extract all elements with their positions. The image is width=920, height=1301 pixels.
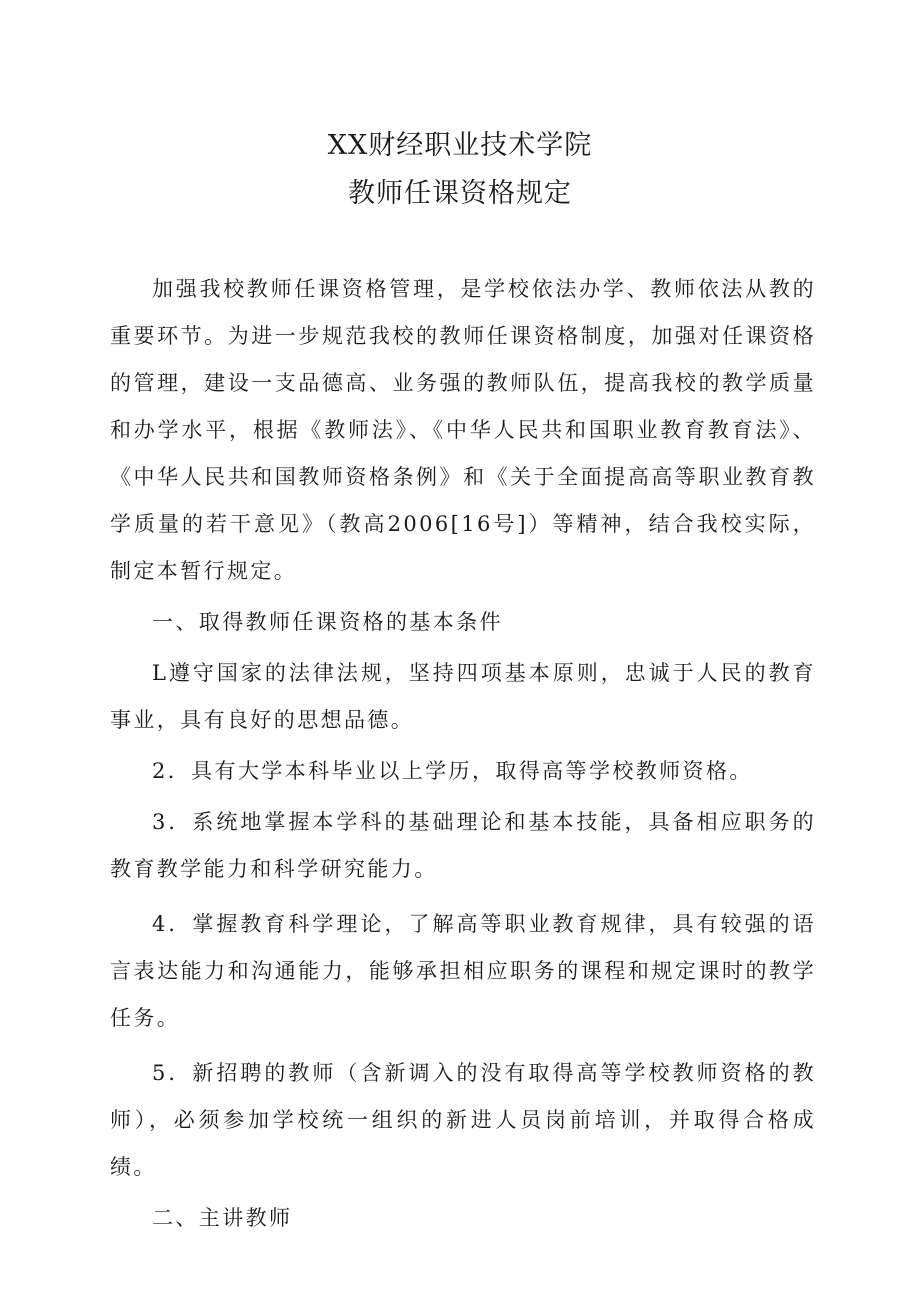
title-institution: XX财经职业技术学院 bbox=[327, 130, 593, 161]
section-heading-2: 二、主讲教师 bbox=[152, 1206, 293, 1230]
list-item-2: 2．具有大学本科毕业以上学历，取得高等学校教师资格。 bbox=[152, 759, 753, 783]
list-item-4: 4．掌握教育科学理论，了解高等职业教育规律，具有较强的语言表达能力和沟通能力，能够承担相应职务的课程和规定课时的教学任务。 bbox=[110, 912, 816, 1030]
intro-paragraph: 加强我校教师任课资格管理，是学校依法办学、教师依法从教的重要环节。为进一步规范我校的教师任课资格制度，加强对任课资格的管理，建设一支品德高、业务强的教师队伍，提高我校的教学质量和办学水平，根据《教师法》、《中华人民共和国职业教育教育法》、《中华人民共和国教师资格条例》和《关于全面提高高等职业教育教学质量的若干意见》（教高2006[16号]）等精神，结合我校实际，制定本暂行规定。 bbox=[110, 277, 816, 583]
list-item-5: 5．新招聘的教师（含新调入的没有取得高等学校教师资格的教师），必须参加学校统一组织的新进人员岗前培训，并取得合格成绩。 bbox=[110, 1061, 816, 1179]
document-body bbox=[110, 266, 816, 1242]
list-item-1: L遵守国家的法律法规，坚持四项基本原则，忠诚于人民的教育事业，具有良好的思想品德。 bbox=[110, 661, 816, 732]
document-title bbox=[0, 126, 920, 214]
list-item-3: 3．系统地掌握本学科的基础理论和基本技能，具备相应职务的教育教学能力和科学研究能力。 bbox=[110, 810, 816, 881]
section-heading-1: 一、取得教师任课资格的基本条件 bbox=[152, 610, 503, 634]
title-regulation: 教师任课资格规定 bbox=[348, 178, 572, 209]
